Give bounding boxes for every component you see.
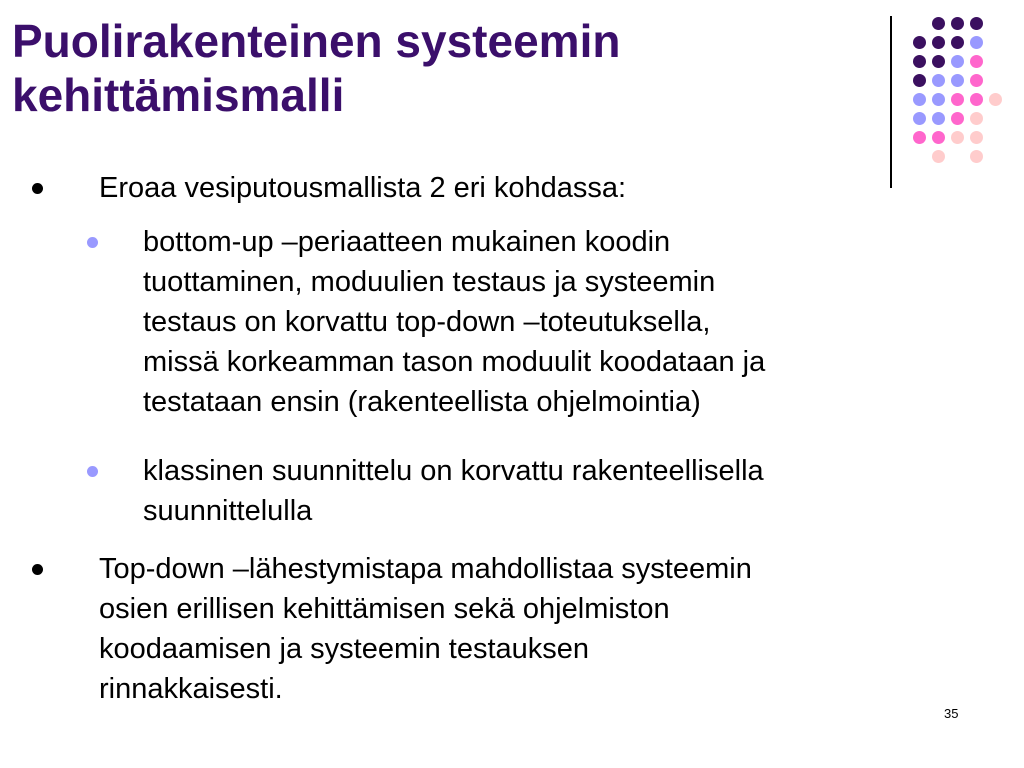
decorative-dot bbox=[970, 131, 983, 144]
decorative-dot bbox=[970, 150, 983, 163]
decorative-dot bbox=[913, 112, 926, 125]
decorative-dot bbox=[951, 17, 964, 30]
decorative-dot bbox=[932, 112, 945, 125]
decorative-dot bbox=[970, 55, 983, 68]
decorative-dot bbox=[951, 93, 964, 106]
title-line-1: Puolirakenteinen systeemin bbox=[12, 15, 621, 67]
bullet-line: Eroaa vesiputousmallista 2 eri kohdassa: bbox=[99, 172, 627, 204]
bullet-line: testaus on korvattu top-down –toteutuksella, bbox=[143, 306, 711, 338]
decorative-dot bbox=[932, 74, 945, 87]
decorative-dot bbox=[951, 36, 964, 49]
decorative-dot bbox=[932, 131, 945, 144]
decorative-dot bbox=[913, 36, 926, 49]
bullet-line: suunnittelulla bbox=[143, 495, 313, 527]
sub-bullet-dot-icon bbox=[87, 237, 98, 248]
decorative-dot bbox=[913, 74, 926, 87]
decorative-dot bbox=[913, 55, 926, 68]
decorative-dot bbox=[951, 55, 964, 68]
page-number: 35 bbox=[944, 706, 959, 721]
bullet-line: klassinen suunnittelu on korvattu rakenteellisella bbox=[143, 455, 764, 487]
decorative-dot bbox=[951, 131, 964, 144]
decorative-dot bbox=[951, 112, 964, 125]
decorative-dot bbox=[951, 74, 964, 87]
decorative-dot bbox=[932, 150, 945, 163]
decorative-dot bbox=[989, 93, 1002, 106]
bullet-line: Top-down –lähestymistapa mahdollistaa systeemin bbox=[99, 553, 752, 585]
decorative-dot bbox=[932, 93, 945, 106]
bullet-line: missä korkeamman tason moduulit koodataan ja bbox=[143, 346, 766, 378]
decorative-dot bbox=[970, 93, 983, 106]
title-line-2: kehittämismalli bbox=[12, 69, 345, 121]
bullet-line: osien erillisen kehittämisen sekä ohjelmiston bbox=[99, 593, 670, 625]
bullet-line: rinnakkaisesti. bbox=[99, 673, 283, 705]
decorative-dot bbox=[932, 55, 945, 68]
bullet-line: testataan ensin (rakenteellista ohjelmointia) bbox=[143, 386, 701, 418]
bullet-dot-icon bbox=[32, 564, 43, 575]
decorative-dot bbox=[913, 131, 926, 144]
decorative-dot bbox=[970, 17, 983, 30]
sub-bullet-item-2 bbox=[143, 451, 963, 531]
bullet-dot-icon bbox=[32, 183, 43, 194]
bullet-line: koodaamisen ja systeemin testauksen bbox=[99, 633, 590, 665]
decorative-dot bbox=[970, 112, 983, 125]
decorative-dot bbox=[913, 93, 926, 106]
decorative-dot bbox=[970, 74, 983, 87]
bullet-item-1 bbox=[99, 168, 959, 208]
bullet-line: tuottaminen, moduulien testaus ja systeemin bbox=[143, 266, 716, 298]
decorative-dot bbox=[970, 36, 983, 49]
decorative-dot bbox=[932, 17, 945, 30]
bullet-line: bottom-up –periaatteen mukainen koodin bbox=[143, 226, 671, 258]
sub-bullet-dot-icon bbox=[87, 466, 98, 477]
sub-bullet-item-1 bbox=[143, 222, 963, 422]
decorative-dot bbox=[932, 36, 945, 49]
bullet-item-2 bbox=[99, 549, 959, 709]
